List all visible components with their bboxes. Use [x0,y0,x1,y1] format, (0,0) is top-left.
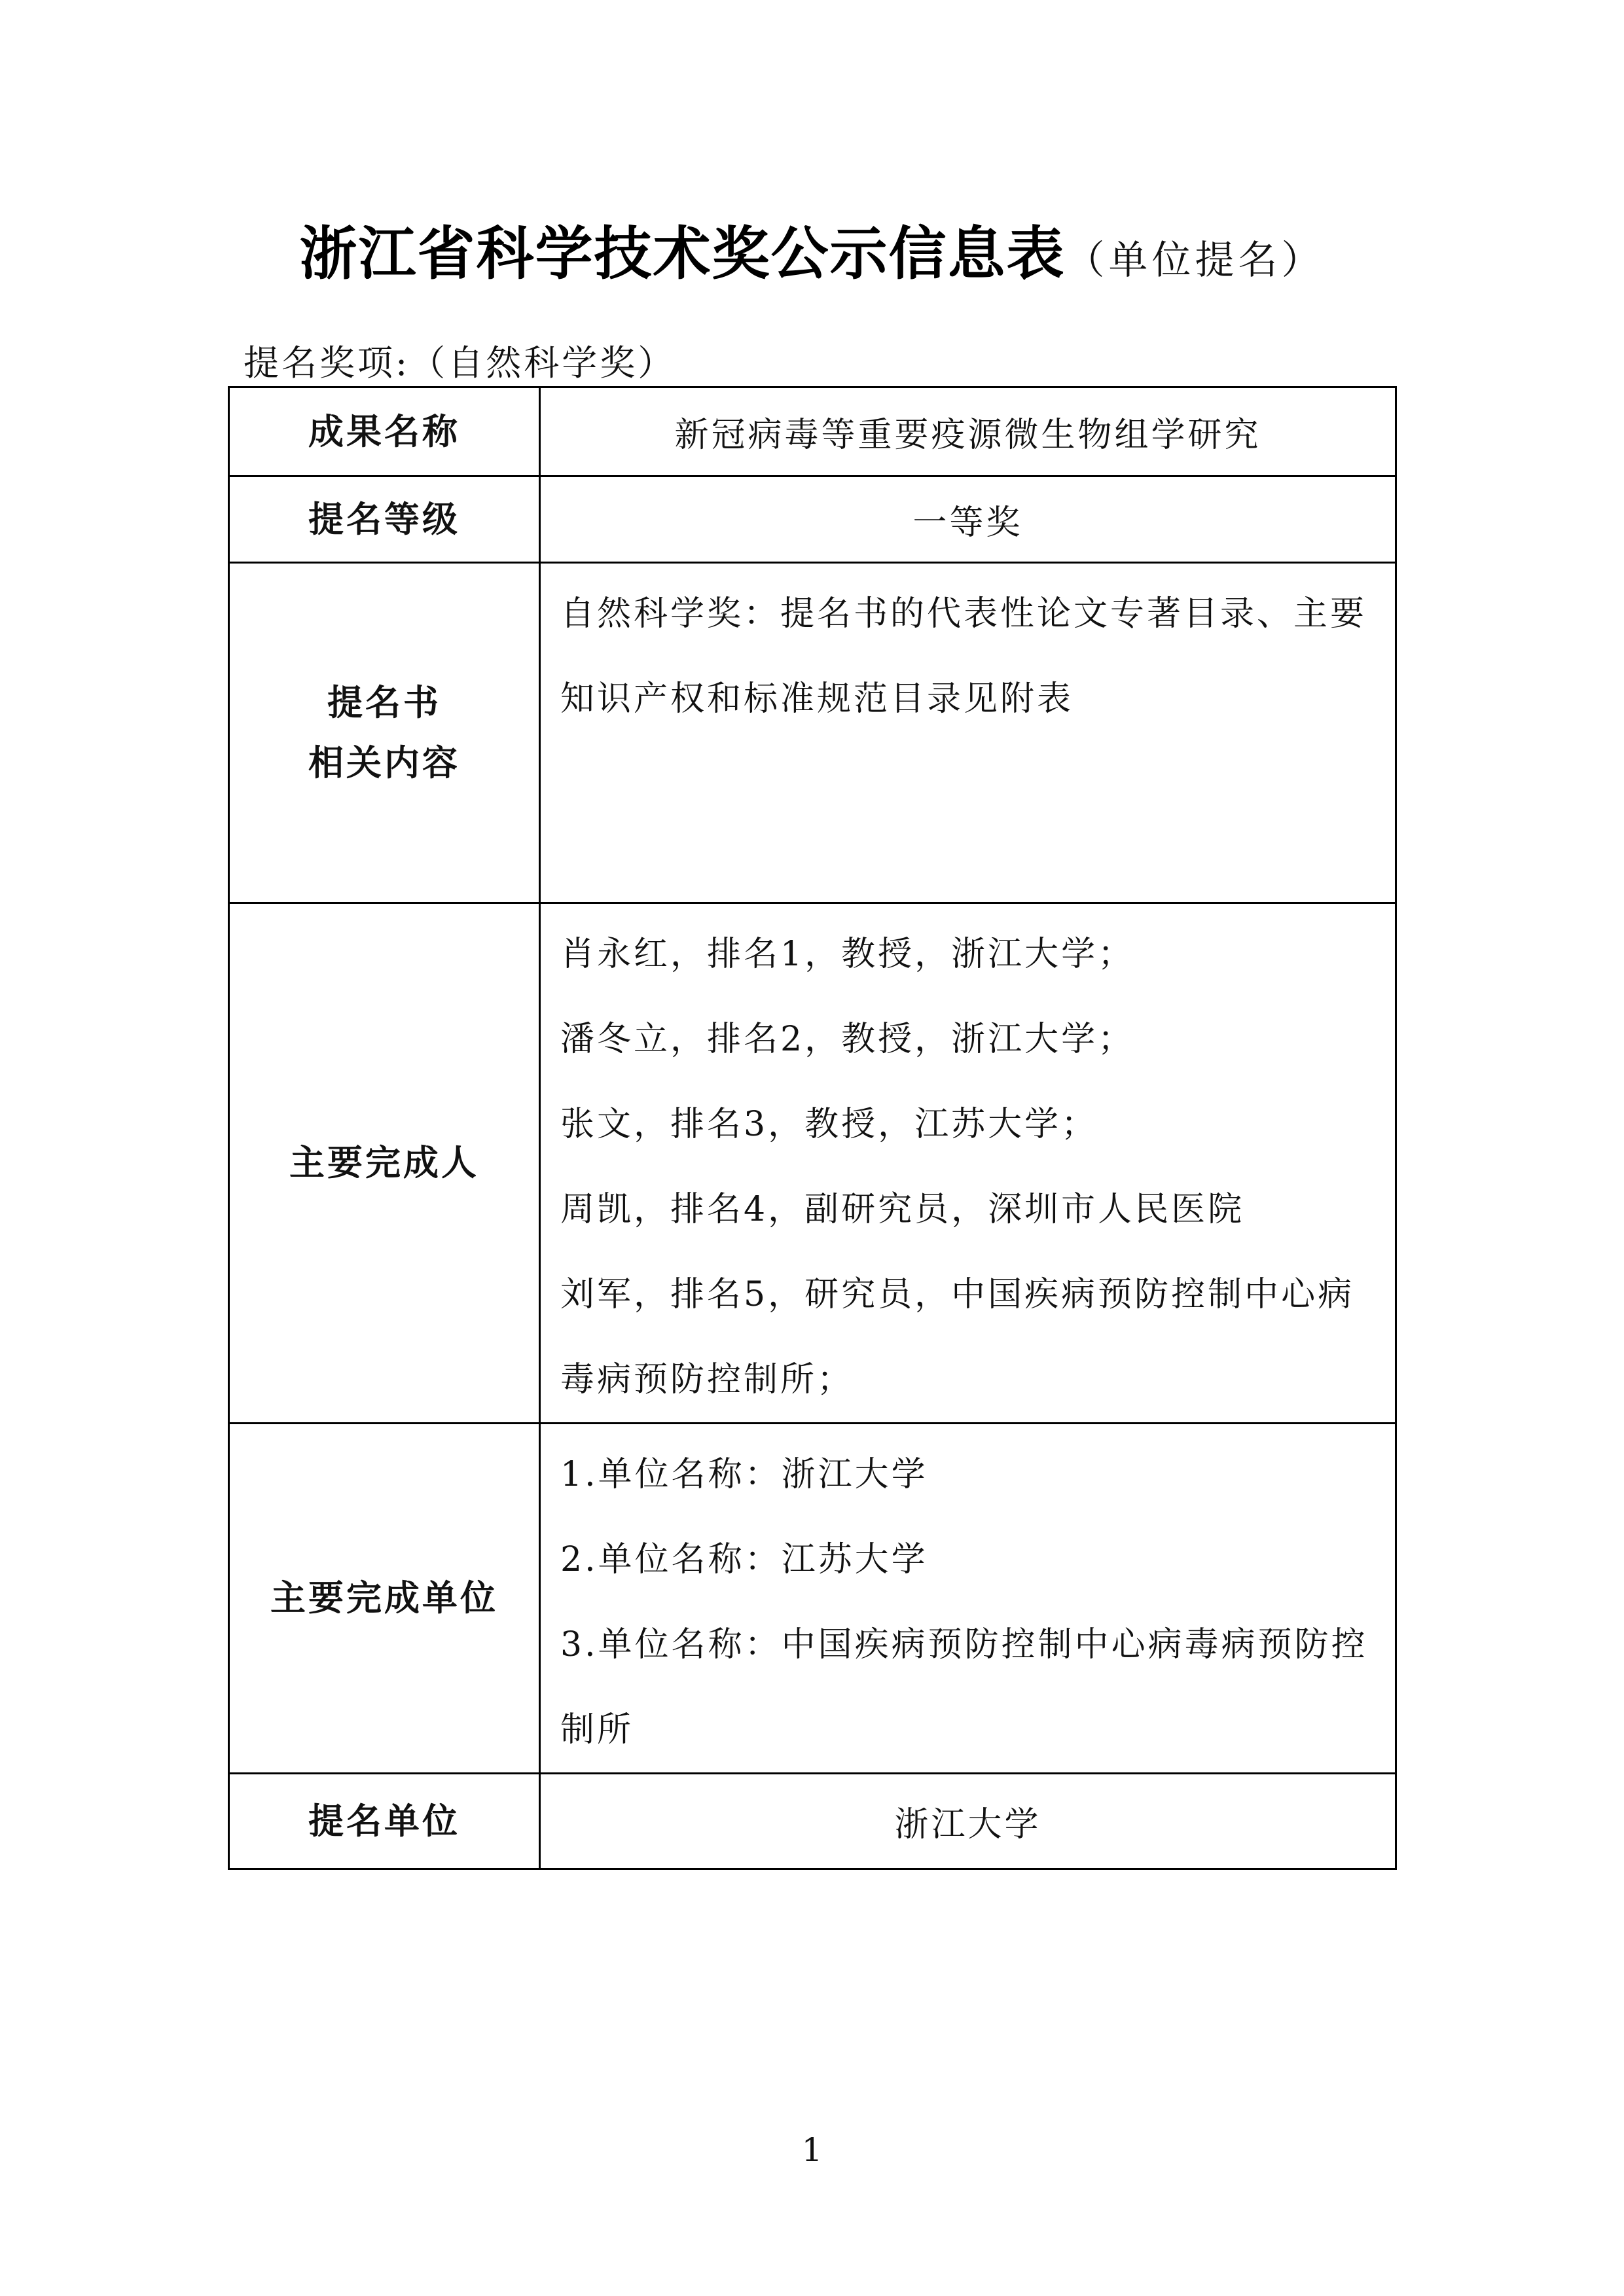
label-achievement-name: 成果名称 [229,387,540,476]
row-main-contributors [229,903,1396,1424]
label-nomination-content-line1: 提名书 [327,681,441,723]
row-nominating-unit [229,1774,1396,1869]
label-main-contributors: 主要完成人 [229,903,540,1424]
page-number: 1 [801,2131,823,2169]
contributor-item: 刘军，排名5，研究员，中国疾病预防控制中心病毒病预防控制所； [560,1275,1355,1399]
row-nomination-content [229,563,1396,903]
label-nomination-level: 提名等级 [229,476,540,563]
value-main-contributors [540,903,1396,1424]
value-main-units [540,1424,1396,1774]
document-title: 浙江省科学技术奖公示信息表 [299,220,1066,287]
unit-item: 3.单位名称：中国疾病预防控制中心病毒病预防控制所 [560,1625,1368,1749]
contributor-item: 周凯，排名4，副研究员，深圳市人民医院 [560,1190,1245,1229]
value-achievement-name: 新冠病毒等重要疫源微生物组学研究 [540,387,1396,476]
contributor-item: 张文，排名3，教授，江苏大学； [560,1105,1098,1144]
value-nominating-unit: 浙江大学 [540,1774,1396,1869]
award-category: 提名奖项:（自然科学奖） [244,342,676,384]
value-nomination-content [540,563,1396,903]
contributor-item: 肖永红，排名1，教授，浙江大学； [560,935,1135,974]
row-achievement-name [229,387,1396,476]
document-title-line [0,208,1624,291]
document-subtitle: （单位提名） [1065,238,1325,283]
row-nomination-level [229,476,1396,563]
info-table [228,386,1397,1870]
label-nomination-content-line2: 相关内容 [308,742,460,783]
label-nomination-content [229,563,540,903]
nomination-content-text: 自然科学奖：提名书的代表性论文专著目录、主要知识产权和标准规范目录见附表 [560,594,1367,719]
label-main-units: 主要完成单位 [229,1424,540,1774]
contributor-item: 潘冬立，排名2，教授，浙江大学； [560,1020,1135,1059]
row-main-units [229,1424,1396,1774]
label-nominating-unit: 提名单位 [229,1774,540,1869]
value-nomination-level: 一等奖 [540,476,1396,563]
unit-item: 2.单位名称：江苏大学 [560,1540,928,1579]
unit-item: 1.单位名称：浙江大学 [560,1455,928,1494]
